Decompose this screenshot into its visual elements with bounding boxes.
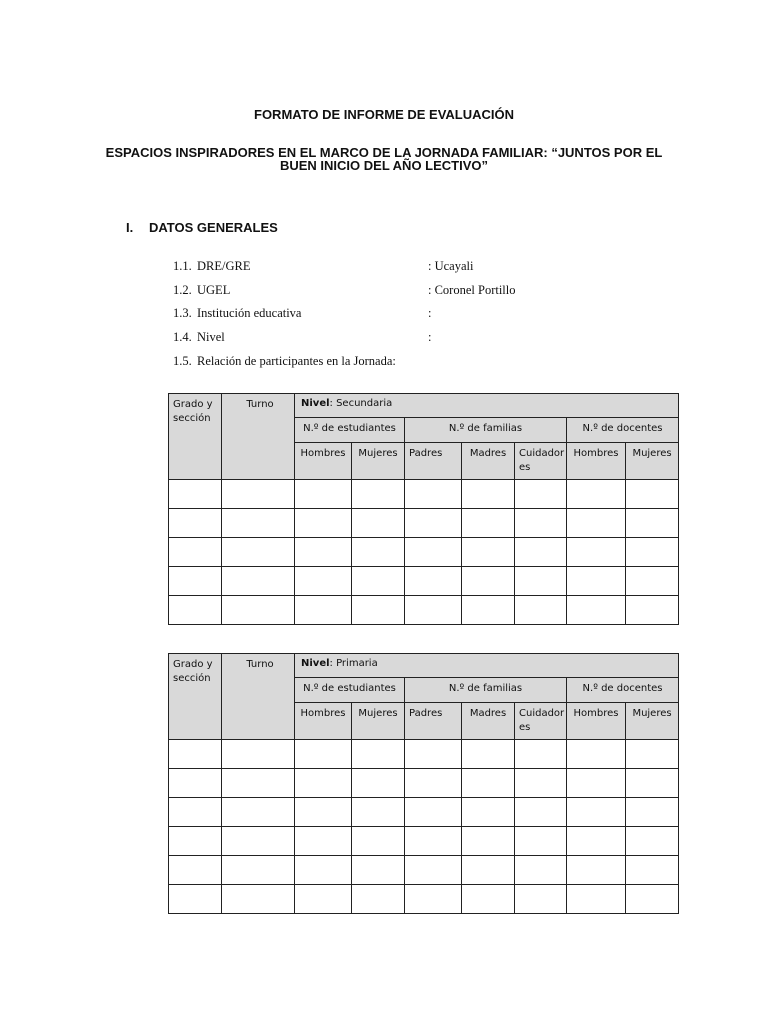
table-cell[interactable] bbox=[222, 769, 295, 798]
table-cell[interactable] bbox=[352, 509, 405, 538]
item-value: : bbox=[428, 330, 432, 344]
table-cell[interactable] bbox=[515, 827, 567, 856]
item-relacion bbox=[173, 354, 396, 370]
table-cell[interactable] bbox=[169, 538, 222, 567]
header-mujeres: Mujeres bbox=[352, 443, 405, 480]
table-cell[interactable] bbox=[352, 567, 405, 596]
table-cell[interactable] bbox=[567, 740, 626, 769]
table-cell[interactable] bbox=[222, 509, 295, 538]
table-cell[interactable] bbox=[462, 856, 515, 885]
table-cell[interactable] bbox=[295, 509, 352, 538]
table-cell[interactable] bbox=[567, 509, 626, 538]
table-cell[interactable] bbox=[405, 885, 462, 914]
table-cell[interactable] bbox=[462, 538, 515, 567]
table-cell[interactable] bbox=[352, 885, 405, 914]
item-label: Institución educativa bbox=[197, 306, 302, 320]
table-cell[interactable] bbox=[169, 596, 222, 625]
participants-table-secundaria bbox=[168, 393, 679, 625]
header-hombres: Hombres bbox=[567, 703, 626, 740]
table-cell[interactable] bbox=[169, 885, 222, 914]
item-label: DRE/GRE bbox=[197, 259, 251, 273]
header-mujeres: Mujeres bbox=[352, 703, 405, 740]
header-hombres: Hombres bbox=[567, 443, 626, 480]
item-number: 1.5. bbox=[173, 354, 192, 368]
document-title: FORMATO DE INFORME DE EVALUACIÓN bbox=[254, 107, 514, 122]
table-cell[interactable] bbox=[462, 740, 515, 769]
table-cell[interactable] bbox=[352, 480, 405, 509]
table-cell[interactable] bbox=[515, 538, 567, 567]
header-docentes: N.º de docentes bbox=[567, 678, 679, 703]
table-cell[interactable] bbox=[626, 798, 679, 827]
table-cell[interactable] bbox=[295, 885, 352, 914]
item-ugel bbox=[173, 283, 516, 299]
nivel-label: Nivel bbox=[301, 398, 330, 409]
item-label: Nivel bbox=[197, 330, 225, 344]
table-cell[interactable] bbox=[295, 596, 352, 625]
subtitle-line-2: BUEN INICIO DEL AÑO LECTIVO” bbox=[279, 158, 488, 173]
table-row bbox=[169, 769, 679, 798]
table-cell[interactable] bbox=[222, 827, 295, 856]
header-turno: Turno bbox=[222, 654, 295, 740]
header-grado-seccion: Grado y sección bbox=[169, 654, 222, 740]
table-cell[interactable] bbox=[222, 798, 295, 827]
table-cell[interactable] bbox=[626, 596, 679, 625]
item-number: 1.1. bbox=[173, 259, 192, 273]
header-turno: Turno bbox=[222, 394, 295, 480]
item-label: Relación de participantes en la Jornada: bbox=[197, 354, 396, 368]
table-cell[interactable] bbox=[462, 509, 515, 538]
header-grado-seccion: Grado y sección bbox=[169, 394, 222, 480]
table-cell[interactable] bbox=[295, 480, 352, 509]
table-cell[interactable] bbox=[295, 538, 352, 567]
header-nivel bbox=[295, 394, 679, 418]
item-dre-gre bbox=[173, 259, 474, 275]
table-cell[interactable] bbox=[405, 769, 462, 798]
table-cell[interactable] bbox=[462, 885, 515, 914]
table-cell[interactable] bbox=[295, 827, 352, 856]
table-cell[interactable] bbox=[515, 509, 567, 538]
table-cell[interactable] bbox=[295, 740, 352, 769]
table-cell[interactable] bbox=[222, 856, 295, 885]
table-cell[interactable] bbox=[352, 856, 405, 885]
table-cell[interactable] bbox=[567, 856, 626, 885]
table-cell[interactable] bbox=[515, 798, 567, 827]
header-estudiantes: N.º de estudiantes bbox=[295, 678, 405, 703]
table-cell[interactable] bbox=[405, 827, 462, 856]
table-cell[interactable] bbox=[626, 538, 679, 567]
table-row bbox=[169, 827, 679, 856]
table-cell[interactable] bbox=[405, 567, 462, 596]
table-row bbox=[169, 538, 679, 567]
header-docentes: N.º de docentes bbox=[567, 418, 679, 443]
table-cell[interactable] bbox=[462, 827, 515, 856]
table-cell[interactable] bbox=[222, 596, 295, 625]
table-cell[interactable] bbox=[222, 480, 295, 509]
table-cell[interactable] bbox=[405, 856, 462, 885]
table-cell[interactable] bbox=[405, 509, 462, 538]
table-cell[interactable] bbox=[567, 596, 626, 625]
header-familias: N.º de familias bbox=[405, 418, 567, 443]
table-cell[interactable] bbox=[626, 856, 679, 885]
item-number: 1.2. bbox=[173, 283, 192, 297]
nivel-label: Nivel bbox=[301, 658, 330, 669]
table-cell[interactable] bbox=[169, 769, 222, 798]
nivel-value: : Secundaria bbox=[329, 398, 393, 409]
table-cell[interactable] bbox=[462, 596, 515, 625]
table-cell[interactable] bbox=[169, 856, 222, 885]
table-row bbox=[169, 856, 679, 885]
table-cell[interactable] bbox=[222, 538, 295, 567]
header-padres: Padres bbox=[405, 443, 462, 480]
item-label: UGEL bbox=[197, 283, 231, 297]
table-cell[interactable] bbox=[405, 596, 462, 625]
table-cell[interactable] bbox=[567, 769, 626, 798]
header-hombres: Hombres bbox=[295, 703, 352, 740]
table-cell[interactable] bbox=[405, 480, 462, 509]
table-cell[interactable] bbox=[515, 856, 567, 885]
table-cell[interactable] bbox=[169, 827, 222, 856]
header-familias: N.º de familias bbox=[405, 678, 567, 703]
table-cell[interactable] bbox=[515, 769, 567, 798]
table-cell[interactable] bbox=[169, 480, 222, 509]
table-cell[interactable] bbox=[295, 769, 352, 798]
table-cell[interactable] bbox=[295, 567, 352, 596]
header-cuidadores: Cuidadores bbox=[515, 703, 567, 740]
participants-table-primaria bbox=[168, 653, 679, 914]
section-label: DATOS GENERALES bbox=[149, 220, 278, 235]
table-cell[interactable] bbox=[169, 740, 222, 769]
table-cell[interactable] bbox=[567, 885, 626, 914]
table-row bbox=[169, 596, 679, 625]
header-madres: Madres bbox=[462, 443, 515, 480]
item-value: : Coronel Portillo bbox=[428, 283, 516, 297]
table-cell[interactable] bbox=[352, 827, 405, 856]
table-row bbox=[169, 740, 679, 769]
header-hombres: Hombres bbox=[295, 443, 352, 480]
table-cell[interactable] bbox=[352, 538, 405, 567]
table-cell[interactable] bbox=[169, 567, 222, 596]
table-cell[interactable] bbox=[462, 798, 515, 827]
table-cell[interactable] bbox=[222, 885, 295, 914]
table-cell[interactable] bbox=[405, 798, 462, 827]
table-cell[interactable] bbox=[405, 740, 462, 769]
item-institucion bbox=[173, 306, 432, 322]
item-number: 1.4. bbox=[173, 330, 192, 344]
table-cell[interactable] bbox=[462, 480, 515, 509]
table-cell[interactable] bbox=[567, 480, 626, 509]
header-estudiantes: N.º de estudiantes bbox=[295, 418, 405, 443]
header-madres: Madres bbox=[462, 703, 515, 740]
table-row bbox=[169, 509, 679, 538]
header-cuidadores: Cuidadores bbox=[515, 443, 567, 480]
item-nivel bbox=[173, 330, 432, 346]
table-cell[interactable] bbox=[462, 769, 515, 798]
table-cell[interactable] bbox=[405, 538, 462, 567]
header-nivel bbox=[295, 654, 679, 678]
table-cell[interactable] bbox=[626, 567, 679, 596]
table-row bbox=[169, 567, 679, 596]
nivel-value: : Primaria bbox=[329, 658, 378, 669]
table-cell[interactable] bbox=[515, 567, 567, 596]
header-mujeres: Mujeres bbox=[626, 443, 679, 480]
table-cell[interactable] bbox=[626, 509, 679, 538]
table-cell[interactable] bbox=[567, 798, 626, 827]
item-value: : Ucayali bbox=[428, 259, 474, 273]
table-cell[interactable] bbox=[169, 509, 222, 538]
table-cell[interactable] bbox=[169, 798, 222, 827]
table-cell[interactable] bbox=[222, 567, 295, 596]
table-cell[interactable] bbox=[295, 856, 352, 885]
table-cell[interactable] bbox=[567, 827, 626, 856]
table-cell[interactable] bbox=[626, 480, 679, 509]
item-value: : bbox=[428, 306, 432, 320]
table-cell[interactable] bbox=[626, 769, 679, 798]
table-cell[interactable] bbox=[295, 798, 352, 827]
table-cell[interactable] bbox=[515, 480, 567, 509]
section-number: I. bbox=[126, 220, 134, 235]
table-cell[interactable] bbox=[567, 567, 626, 596]
table-cell[interactable] bbox=[567, 538, 626, 567]
document-subtitle bbox=[0, 146, 768, 172]
table-row bbox=[169, 480, 679, 509]
table-cell[interactable] bbox=[626, 740, 679, 769]
table-cell[interactable] bbox=[352, 798, 405, 827]
item-number: 1.3. bbox=[173, 306, 192, 320]
table-cell[interactable] bbox=[626, 827, 679, 856]
table-cell[interactable] bbox=[352, 769, 405, 798]
section-heading bbox=[126, 220, 278, 235]
header-padres: Padres bbox=[405, 703, 462, 740]
table-cell[interactable] bbox=[626, 885, 679, 914]
table-cell[interactable] bbox=[352, 740, 405, 769]
table-cell[interactable] bbox=[352, 596, 405, 625]
table-cell[interactable] bbox=[515, 885, 567, 914]
table-cell[interactable] bbox=[222, 740, 295, 769]
table-cell[interactable] bbox=[515, 740, 567, 769]
table-cell[interactable] bbox=[515, 596, 567, 625]
table-cell[interactable] bbox=[462, 567, 515, 596]
table-row bbox=[169, 798, 679, 827]
table-row bbox=[169, 885, 679, 914]
subtitle-line-1: ESPACIOS INSPIRADORES EN EL MARCO DE LA JORNADA FAMILIAR: “JUNTOS POR EL bbox=[105, 145, 663, 160]
header-mujeres: Mujeres bbox=[626, 703, 679, 740]
